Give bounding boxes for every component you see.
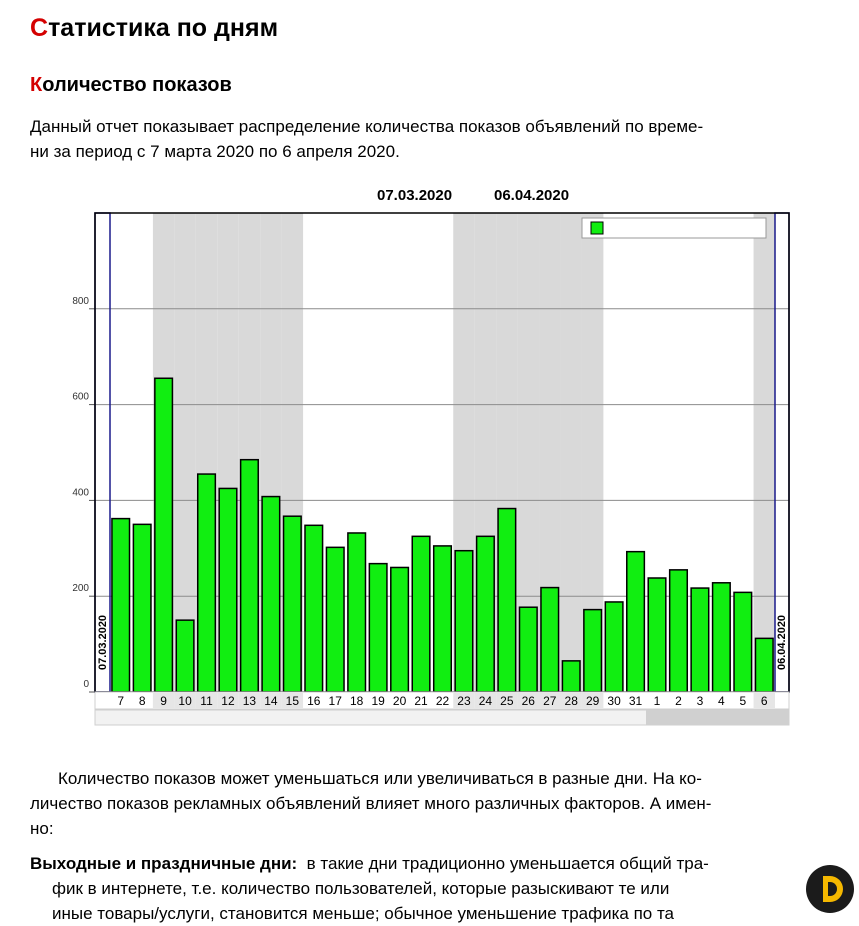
bar — [584, 610, 602, 692]
x-tick-label: 1 — [653, 694, 661, 708]
section-title-rest: оличество показов — [42, 74, 232, 96]
page-title-initial: С — [30, 14, 49, 42]
weekend-paragraph-text: в такие дни традиционно уменьшается общий тра- — [306, 854, 709, 873]
end-marker-label: 06.04.2020 — [776, 614, 788, 670]
bar — [133, 524, 151, 692]
bar — [455, 551, 473, 692]
bar — [713, 583, 731, 692]
intro-line-1: Данный отчет показывает распределение количества показов объявлений по време- — [30, 117, 704, 136]
x-tick-label: 7 — [117, 694, 125, 708]
x-tick-label: 12 — [221, 694, 235, 708]
paragraph-line-3: но: — [30, 819, 54, 838]
x-tick-label: 3 — [696, 694, 704, 708]
x-tick-label: 31 — [628, 694, 643, 708]
x-tick-label: 11 — [200, 694, 213, 708]
y-tick-label: 800 — [72, 295, 89, 307]
x-tick-label: 4 — [718, 694, 725, 708]
bar — [605, 602, 623, 692]
bar — [391, 567, 409, 692]
x-tick-label: 13 — [242, 694, 257, 708]
y-tick-label: 400 — [72, 487, 89, 499]
bar — [219, 488, 237, 692]
x-tick-label: 10 — [178, 694, 192, 708]
x-tick-label: 2 — [675, 694, 682, 708]
bar — [198, 474, 216, 692]
weekend-paragraph-heading: Выходные и праздничные дни: — [30, 854, 298, 873]
bar — [691, 588, 709, 692]
x-tick-label: 25 — [500, 694, 514, 708]
bar — [755, 638, 773, 692]
y-tick-label: 0 — [83, 679, 89, 690]
x-tick-label: 16 — [307, 694, 321, 708]
intro-line-2: ни за период с 7 марта 2020 по 6 апреля 2020. — [30, 142, 400, 161]
chart-end-date: 06.04.2020 — [494, 187, 570, 204]
legend-box — [582, 218, 766, 238]
weekend-paragraph-line-2: фик в интернете, т.е. количество пользователей, которые разыскивают те или — [52, 879, 670, 898]
x-tick-label: 17 — [328, 694, 342, 708]
bar — [262, 497, 280, 692]
bar — [648, 578, 666, 692]
weekend-band — [754, 213, 775, 692]
weekend-band — [560, 213, 581, 692]
paragraph-line-2: личество показов рекламных объявлений влияет много различных факторов. А имен- — [30, 794, 712, 813]
x-tick-label: 15 — [285, 694, 300, 708]
bar — [670, 570, 688, 692]
bar — [541, 588, 559, 692]
x-tick-label: 9 — [160, 694, 167, 708]
bar — [241, 460, 259, 692]
x-tick-label: 8 — [138, 694, 146, 708]
weekend-paragraph-line-1 — [30, 851, 709, 876]
bar — [284, 516, 302, 692]
x-tick-label: 28 — [564, 694, 578, 708]
bar — [477, 536, 495, 692]
bar — [498, 509, 516, 692]
bar — [155, 378, 173, 692]
x-tick-label: 20 — [392, 694, 407, 708]
bar — [176, 620, 194, 692]
brand-logo-icon — [806, 865, 854, 913]
x-tick-label: 26 — [521, 694, 535, 708]
x-tick-label: 24 — [478, 694, 493, 708]
x-tick-label: 22 — [435, 694, 450, 708]
x-tick-label: 18 — [350, 694, 364, 708]
y-tick-label: 200 — [72, 583, 89, 595]
section-title-initial: К — [30, 74, 43, 96]
x-tick-label: 14 — [264, 694, 278, 708]
legend-swatch — [591, 222, 603, 234]
bar — [112, 519, 130, 692]
chart-start-date: 07.03.2020 — [377, 187, 453, 204]
bar — [369, 564, 387, 692]
x-tick-label: 29 — [585, 694, 600, 708]
x-tick-label: 19 — [371, 694, 385, 708]
start-marker-label: 07.03.2020 — [97, 614, 109, 670]
bar — [627, 552, 645, 692]
period-bar-highlight — [646, 710, 789, 725]
bar — [520, 607, 538, 692]
bar — [305, 525, 323, 692]
bar — [348, 533, 366, 692]
x-tick-label: 23 — [457, 694, 471, 708]
paragraph-line-1: Количество показов может уменьшаться или увеличиваться в разные дни. На ко- — [58, 769, 702, 788]
weekend-paragraph-line-3: иные товары/услуги, становится меньше; обычное уменьшение трафика по та — [52, 904, 675, 923]
x-tick-label: 21 — [414, 694, 428, 708]
x-tick-label: 27 — [543, 694, 557, 708]
x-tick-label: 6 — [760, 694, 768, 708]
bar — [562, 661, 580, 692]
bar — [434, 546, 452, 692]
bar — [734, 592, 752, 692]
x-tick-label: 5 — [739, 694, 747, 708]
y-tick-label: 600 — [72, 391, 89, 403]
bar — [326, 547, 344, 692]
page-title-rest: татистика по дням — [48, 14, 279, 42]
x-tick-label: 30 — [607, 694, 621, 708]
bar — [412, 536, 430, 692]
